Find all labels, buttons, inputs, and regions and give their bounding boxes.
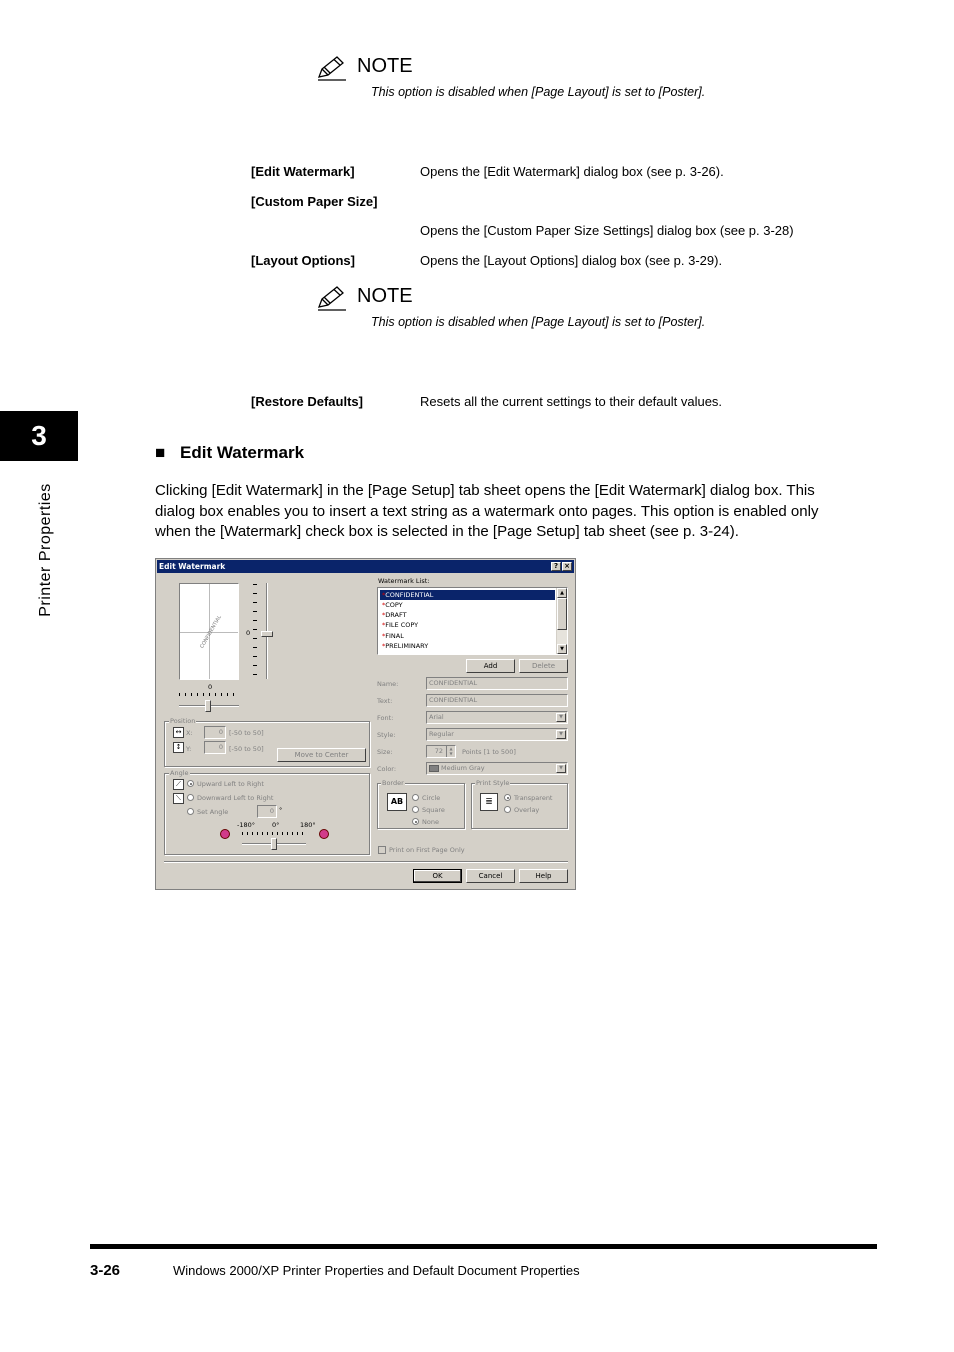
angle-field[interactable]: 0	[257, 805, 277, 818]
list-item-text: DRAFT	[385, 611, 407, 619]
set-angle-label: Set Angle	[197, 808, 229, 816]
upward-angle-icon: ⟋	[173, 779, 184, 790]
chapter-side-label	[22, 475, 70, 625]
note-pencil-icon	[316, 285, 348, 311]
vertical-arrows-icon: ↕	[173, 742, 184, 753]
term-layout-options: [Layout Options]	[251, 253, 355, 268]
list-item[interactable]	[380, 600, 555, 610]
list-item-star: *	[382, 601, 386, 609]
section-bullet: ■	[155, 443, 166, 462]
downward-angle-icon: ⟍	[173, 793, 184, 804]
page-number: 3-26	[90, 1262, 121, 1279]
edit-watermark-dialog	[155, 558, 576, 890]
help-title-button[interactable]: ?	[551, 562, 561, 571]
angle-tick-min: -180°	[237, 821, 256, 829]
style-select-value: Regular	[429, 730, 454, 738]
chevron-down-icon[interactable]: ▼	[556, 764, 566, 773]
chapter-tab: 3	[0, 411, 78, 461]
list-item-text: COPY	[385, 601, 403, 609]
font-select[interactable]	[426, 711, 568, 724]
slider-ticks	[179, 693, 239, 696]
vertical-slider-value: 0	[246, 629, 251, 637]
border-none-label: None	[422, 818, 439, 826]
list-scrollbar[interactable]	[556, 588, 567, 654]
text-label: Text:	[377, 697, 393, 705]
set-angle-radio[interactable]	[187, 808, 194, 815]
list-item-star: *	[382, 611, 386, 619]
section-paragraph	[155, 481, 875, 543]
name-field[interactable]: CONFIDENTIAL	[426, 677, 568, 690]
note-title: NOTE	[357, 55, 413, 77]
size-label: Size:	[377, 748, 393, 756]
list-item-star: *	[382, 621, 386, 629]
dialog-titlebar	[157, 560, 574, 573]
move-to-center-button[interactable]: Move to Center	[277, 748, 366, 762]
list-item[interactable]	[380, 641, 555, 651]
angle-tick-max: 180°	[300, 821, 316, 829]
style-label: Style:	[377, 731, 396, 739]
border-preview-icon: AB	[387, 793, 407, 811]
paragraph-line: when the [Watermark] check box is selected in the [Page Setup] tab sheet (see p. 3-24).	[155, 523, 739, 540]
slider-thumb[interactable]	[271, 838, 277, 850]
angle-group-label: Angle	[170, 769, 189, 777]
horizontal-slider-value: 0	[208, 683, 213, 691]
desc-custom-paper-size: Opens the [Custom Paper Size Settings] dialog box (see p. 3-28)	[420, 223, 794, 238]
dialog-title: Edit Watermark	[159, 562, 226, 571]
cancel-button[interactable]: Cancel	[466, 869, 515, 883]
border-group-label: Border	[382, 779, 404, 787]
footer-rule	[90, 1244, 877, 1249]
list-item-star: *	[382, 591, 386, 599]
term-edit-watermark: [Edit Watermark]	[251, 164, 355, 179]
first-page-only-checkbox[interactable]	[378, 846, 386, 854]
watermark-list-label: Watermark List:	[378, 577, 430, 585]
scroll-down-icon[interactable]: ▼	[557, 644, 567, 654]
chevron-down-icon[interactable]: ▼	[556, 730, 566, 739]
y-field[interactable]: 0	[204, 741, 226, 754]
add-button[interactable]: Add	[466, 659, 515, 673]
transparent-label: Transparent	[514, 794, 553, 802]
border-square-radio[interactable]	[412, 806, 419, 813]
slider-thumb[interactable]	[205, 700, 211, 712]
list-item-text: CONFIDENTIAL	[385, 591, 434, 599]
y-range: [-50 to 50]	[229, 745, 264, 753]
desc-edit-watermark: Opens the [Edit Watermark] dialog box (see p. 3-26).	[420, 164, 724, 179]
print-style-group-label: Print Style	[476, 779, 510, 787]
chapter-side-label-text: Printer Properties	[37, 483, 54, 617]
horizontal-position-slider[interactable]	[179, 700, 239, 712]
size-field-value: 72	[434, 747, 443, 755]
border-circle-radio[interactable]	[412, 794, 419, 801]
size-range: Points [1 to 500]	[462, 748, 516, 756]
position-group-label: Position	[170, 717, 196, 725]
watermark-list[interactable]	[377, 587, 568, 655]
chevron-down-icon[interactable]: ▼	[556, 713, 566, 722]
border-square-label: Square	[422, 806, 445, 814]
text-field[interactable]: CONFIDENTIAL	[426, 694, 568, 707]
color-select-value: Medium Gray	[441, 764, 485, 772]
overlay-radio[interactable]	[504, 806, 511, 813]
style-select[interactable]	[426, 728, 568, 741]
x-range: [-50 to 50]	[229, 729, 264, 737]
list-item[interactable]	[380, 610, 555, 620]
downward-radio[interactable]	[187, 794, 194, 801]
rotate-left-icon	[220, 829, 230, 839]
name-label: Name:	[377, 680, 399, 688]
first-page-only-label: Print on First Page Only	[389, 846, 465, 854]
list-item-star: *	[382, 632, 386, 640]
term-custom-paper-size: [Custom Paper Size]	[251, 194, 378, 209]
paragraph-line: Clicking [Edit Watermark] in the [Page Setup] tab sheet opens the [Edit Watermark] dialog box. This	[155, 482, 815, 499]
angle-slider[interactable]	[242, 838, 306, 850]
slider-ticks	[242, 832, 306, 835]
desc-restore-defaults: Resets all the current settings to their default values.	[420, 394, 723, 409]
term-restore-defaults: [Restore Defaults]	[251, 394, 363, 409]
border-none-radio[interactable]	[412, 818, 419, 825]
dialog-separator	[164, 861, 568, 863]
upward-label: Upward Left to Right	[197, 780, 264, 788]
footer-title: Windows 2000/XP Printer Properties and Default Document Properties	[173, 1263, 580, 1278]
list-item-text: FILE COPY	[385, 621, 419, 629]
delete-button[interactable]: Delete	[519, 659, 568, 673]
note-text: This option is disabled when [Page Layout] is set to [Poster].	[371, 315, 706, 329]
color-swatch	[429, 765, 439, 772]
y-label: Y:	[186, 745, 192, 753]
paragraph-line: dialog box enables you to insert a text string as a watermark onto pages. This option is enabled only	[155, 502, 819, 520]
list-item-text: FINAL	[385, 632, 404, 640]
font-select-value: Arial	[429, 713, 444, 721]
ok-button[interactable]: OK	[413, 869, 462, 883]
slider-thumb[interactable]	[261, 631, 273, 637]
font-label: Font:	[377, 714, 394, 722]
vertical-position-slider[interactable]	[261, 583, 273, 679]
list-item-text: PRELIMINARY	[385, 642, 429, 650]
degree-sign: °	[279, 806, 283, 814]
upward-radio[interactable]	[187, 780, 194, 787]
preview-watermark-text: CONFIDENTIAL	[199, 614, 223, 650]
note-text: This option is disabled when [Page Layout] is set to [Poster].	[371, 85, 706, 99]
size-field[interactable]	[426, 745, 456, 758]
spin-arrows-icon[interactable]: ▲ ▼	[446, 746, 455, 757]
horizontal-arrows-icon: ↔	[173, 727, 184, 738]
transparent-radio[interactable]	[504, 794, 511, 801]
list-item[interactable]	[380, 631, 555, 641]
downward-label: Downward Left to Right	[197, 794, 274, 802]
rotate-right-icon	[319, 829, 329, 839]
section-heading: Edit Watermark	[180, 443, 305, 462]
scroll-thumb[interactable]	[557, 598, 567, 630]
overlay-label: Overlay	[514, 806, 540, 814]
note-pencil-icon	[316, 55, 348, 81]
color-label: Color:	[377, 765, 397, 773]
color-select[interactable]	[426, 762, 568, 775]
x-field[interactable]: 0	[204, 726, 226, 739]
desc-layout-options: Opens the [Layout Options] dialog box (see p. 3-29).	[420, 253, 723, 268]
list-item-star: *	[382, 642, 386, 650]
list-item[interactable]	[380, 590, 555, 600]
close-button[interactable]: ×	[562, 562, 572, 571]
scroll-up-icon[interactable]: ▲	[557, 588, 567, 598]
help-button[interactable]: Help	[519, 869, 568, 883]
note-title: NOTE	[357, 285, 413, 307]
print-style-icon: ≣	[480, 793, 498, 811]
angle-tick-zero: 0°	[272, 821, 280, 829]
slider-ticks	[253, 584, 257, 679]
border-circle-label: Circle	[422, 794, 441, 802]
list-item[interactable]	[380, 620, 555, 630]
watermark-preview	[179, 583, 239, 680]
x-label: X:	[186, 729, 193, 737]
